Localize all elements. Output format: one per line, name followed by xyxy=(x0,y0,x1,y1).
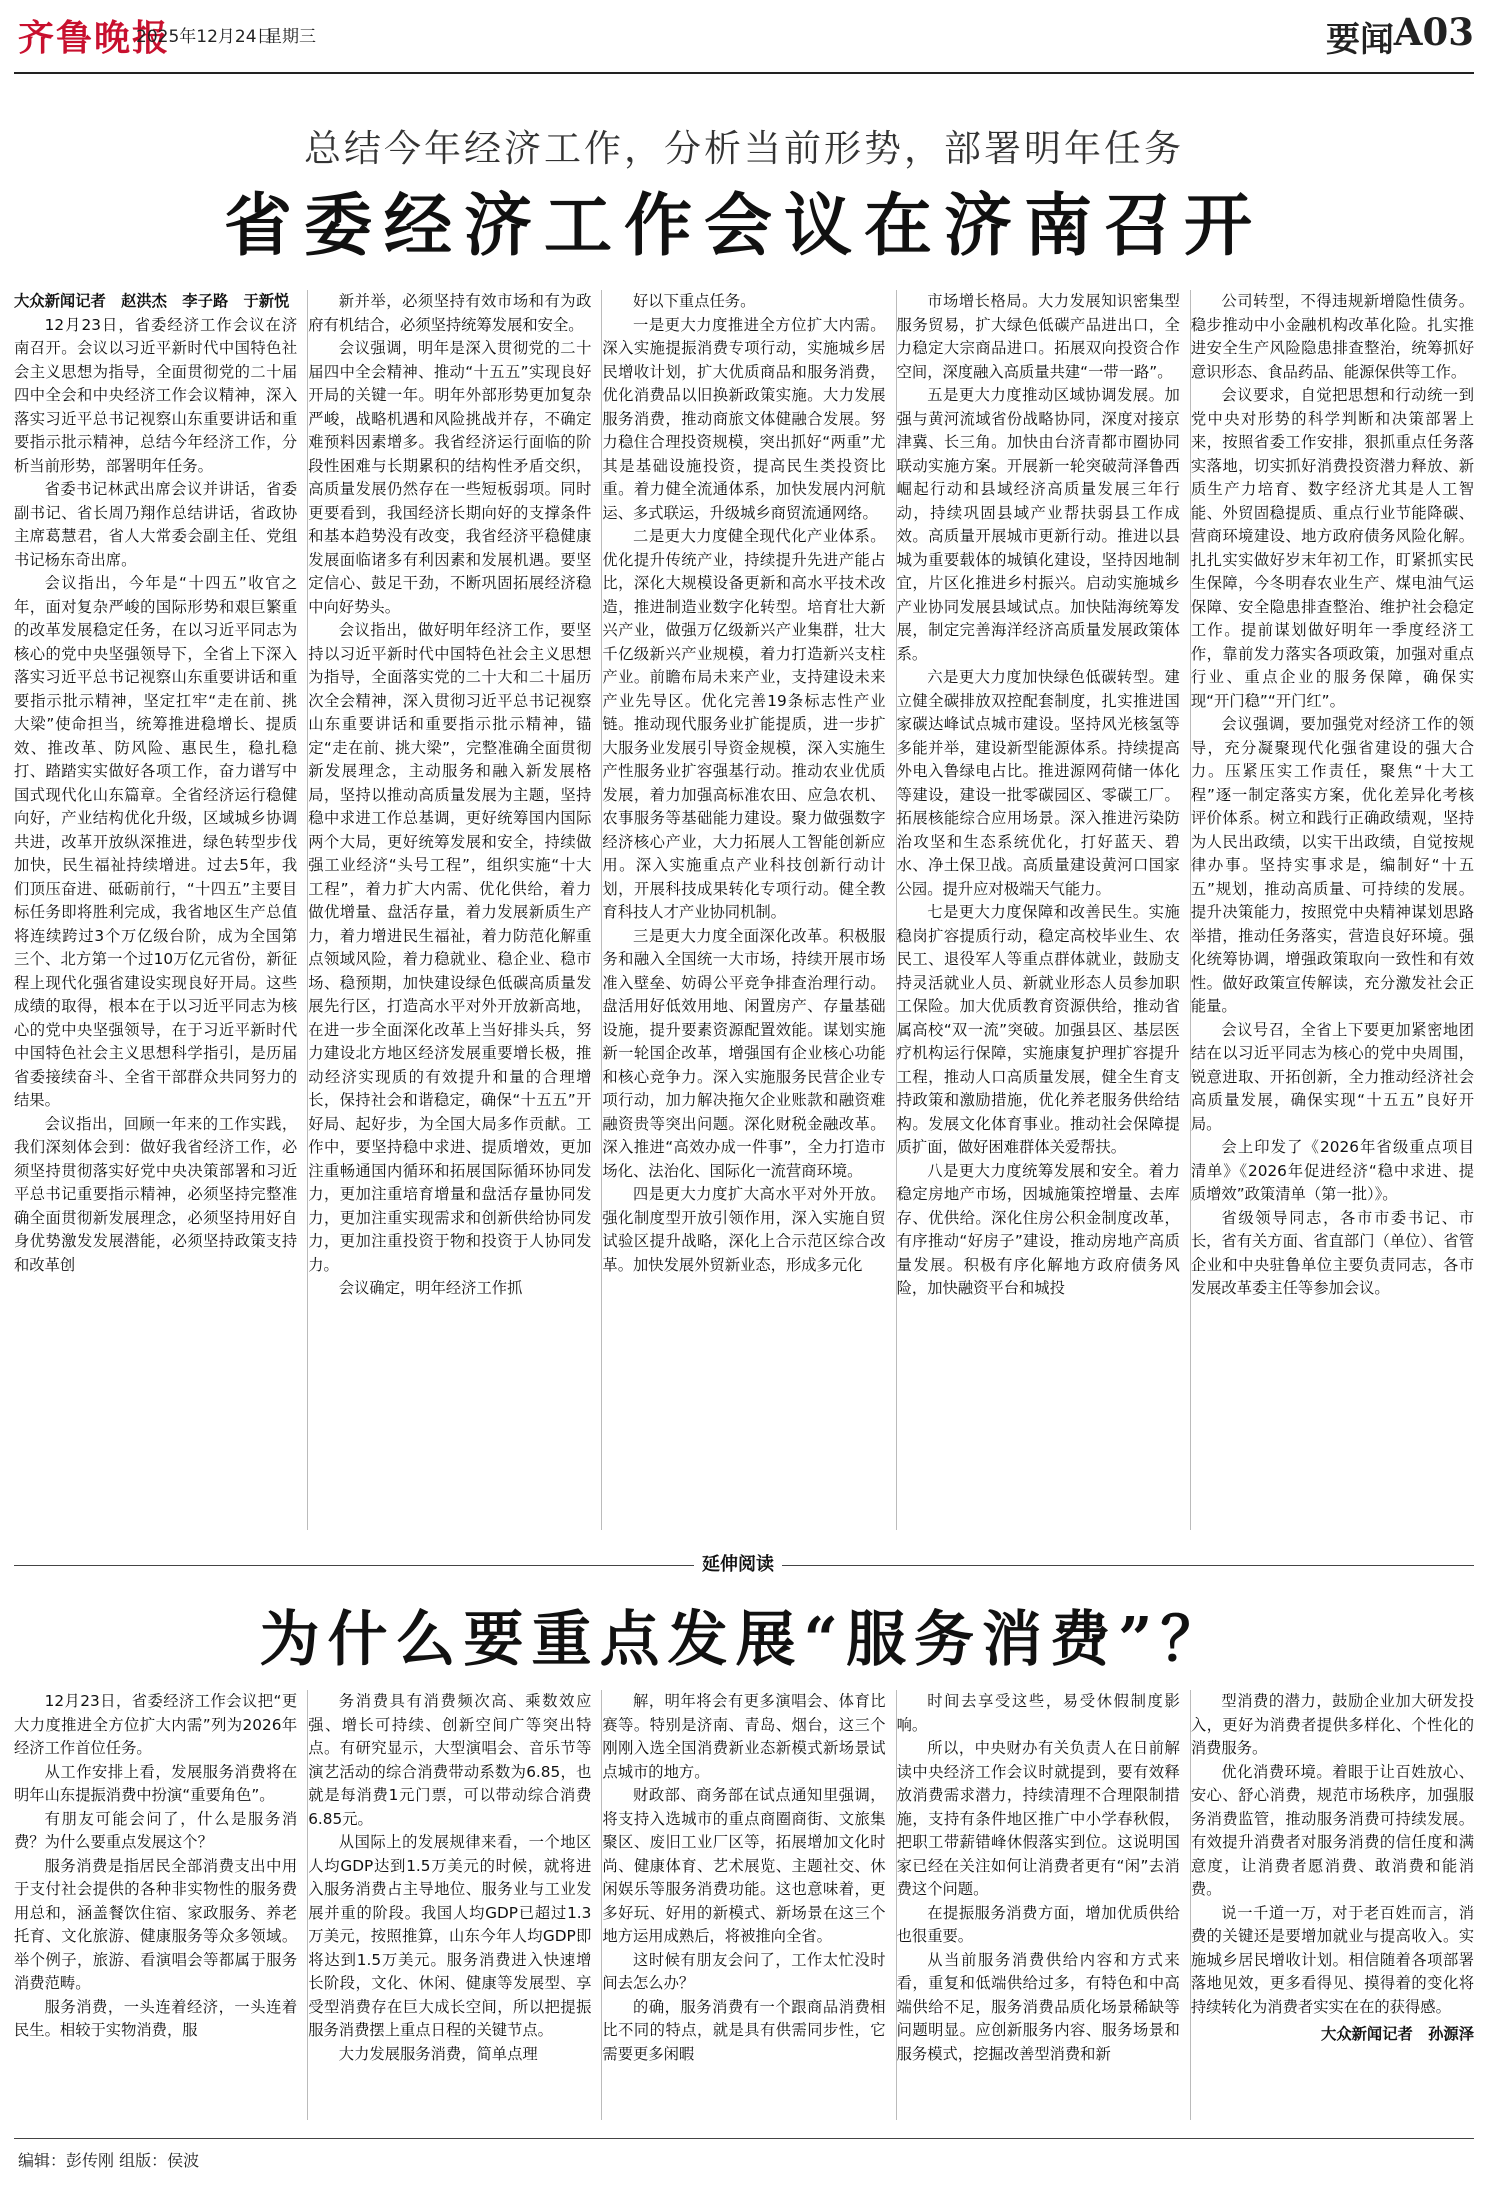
extended-reading-divider xyxy=(14,1555,1474,1575)
article1-paragraph: 公司转型，不得违规新增隐性债务。稳步推动中小金融机构改革化险。扎实推进安全生产风险隐患排查整治，统筹抓好意识形态、食品药品、能源保供等工作。 xyxy=(1190,292,1475,381)
article1-paragraph: 12月23日，省委经济工作会议在济南召开。会议以习近平新时代中国特色社会主义思想为指导，全面贯彻党的二十届四中全会和中央经济工作会议精神，深入落实习近平总书记视察山东重要讲话和重要指示批示精神，总结今年经济工作，分析当前形势，部署明年任务。 xyxy=(14,315,298,475)
article1-column xyxy=(896,290,1180,1530)
article1-paragraph: 一是更大力度推进全方位扩大内需。深入实施提振消费专项行动，实施城乡居民增收计划，扩大优质商品和服务消费，优化消费品以旧换新政策实施。大力发展服务消费，推动商旅文体健融合发展。努力稳住合理投资规模，突出抓好“两重”尤其是基础设施投资，提高民生类投资比重。着力健全流通体系，加快发展内河航运、多式联运，升级城乡商贸流通网络。 xyxy=(602,315,886,522)
article1-paragraph: 省委书记林武出席会议并讲话，省委副书记、省长周乃翔作总结讲话，省政协主席葛慧君，省人大常委会副主任、党组书记杨东奇出席。 xyxy=(14,480,298,569)
article1-paragraph: 市场增长格局。大力发展知识密集型服务贸易，扩大绿色低碳产品进出口，全力稳定大宗商品进口。拓展双向投资合作空间，深度融入高质量共建“一带一路”。 xyxy=(896,292,1180,381)
article1-paragraph: 六是更大力度加快绿色低碳转型。建立健全碳排放双控配套制度，扎实推进国家碳达峰试点城市建设。坚持风光核氢等多能并举，建设新型能源体系。持续提高外电入鲁绿电占比。推进源网荷储一体化等建设，建设一批零碳园区、零碳工厂。拓展核能综合应用场景。深入推进污染防治攻坚和生态系统优化，打好蓝天、碧水、净土保卫战。高质量建设黄河口国家公园。提升应对极端天气能力。 xyxy=(896,668,1180,898)
article2-paragraph: 型消费的潜力，鼓励企业加大研发投入，更好为消费者提供多样化、个性化的消费服务。 xyxy=(1190,1692,1475,1757)
article1-paragraph: 会议确定，明年经济工作抓 xyxy=(338,1279,523,1297)
article1-column xyxy=(601,290,885,1530)
article2-column xyxy=(601,1690,885,2120)
article2-paragraph: 这时候有朋友会问了，工作太忙没时间去怎么办？ xyxy=(602,1950,886,1992)
article2-column xyxy=(1190,1690,1474,2120)
article1-paragraph: 会议强调，要加强党对经济工作的领导，充分凝聚现代化强省建设的强大合力。压紧压实工作责任，聚焦“十大工程”逐一制定落实方案，优化差异化考核评价体系。树立和践行正确政绩观，坚持为人民出政绩，以实干出政绩，自觉按规律办事。坚持实事求是，编制好“十五五”规划，推动高质量、可持续的发展。提升决策能力，按照党中央精神谋划思路举措，推动任务落实，营造良好环境。强化统筹协调，增强政策取向一致性和有效性。做好政策宣传解读，充分激发社会正能量。 xyxy=(1190,715,1475,1015)
editor-credit: 编辑：彭传刚 xyxy=(18,2151,115,2170)
article2-paragraph: 从当前服务消费供给内容和方式来看，重复和低端供给过多，有特色和中高端供给不足，服务消费品质化场景稀缺等问题明显。应创新服务内容、服务场景和服务模式，挖掘改善型消费和新 xyxy=(896,1950,1180,2063)
masthead-logo: 齐鲁晚报 xyxy=(18,17,171,59)
article2-paragraph: 财政部、商务部在试点通知里强调，将支持入选城市的重点商圈商街、文旅集聚区、废旧工业厂区等，拓展增加文化时尚、健康体育、艺术展览、主题社交、休闲娱乐等服务消费功能。这也意味着，更多好玩、好用的新模式、新场景在这三个地方运用成熟后，将被推向全省。 xyxy=(602,1786,886,1945)
article1-paragraph: 会议指出，做好明年经济工作，要坚持以习近平新时代中国特色社会主义思想为指导，全面落实党的二十大和二十届历次全会精神，深入贯彻习近平总书记视察山东重要讲话和重要指示批示精神，锚定“走在前、挑大梁”，完整准确全面贯彻新发展理念，主动服务和融入新发展格局，坚持以推动高质量发展为主题，坚持稳中求进工作总基调，更好统筹国内国际两个大局，更好统筹发展和安全，持续做强工业经济“头号工程”，组织实施“十大工程”，着力扩大内需、优化供给，着力做优增量、盘活存量，着力发展新质生产力，着力增进民生福祉，着力防范化解重点领域风险，着力稳就业、稳企业、稳市场、稳预期，加快建设绿色低碳高质量发展先行区，打造高水平对外开放新高地，在进一步全面深化改革上当好排头兵，努力建设北方地区经济发展重要增长极，推动经济实现质的有效提升和量的合理增长，保持社会和谐稳定，确保“十五五”开好局、起好步，为全国大局多作贡献。工作中，要坚持稳中求进、提质增效，更加注重畅通国内循环和拓展国际循环协同发力，更加注重培育增量和盘活存量协同发力，更加注重实现需求和创新供给协同发力，更加注重投资于物和投资于人协同发力。 xyxy=(308,621,592,1274)
article2-paragraph: 12月23日，省委经济工作会议把“更大力度推进全方位扩大内需”列为2026年经济工作首位任务。 xyxy=(14,1692,298,1757)
article2-paragraph: 时间去享受这些，易受休假制度影响。 xyxy=(896,1692,1180,1734)
article1-paragraph: 会议指出，回顾一年来的工作实践，我们深刻体会到：做好我省经济工作，必须坚持贯彻落实好党中央决策部署和习近平总书记重要指示精神，必须坚持完整准确全面贯彻新发展理念，必须坚持用好自身优势激发发展潜能，必须坚持政策支持和改革创 xyxy=(14,1114,298,1274)
article1-column xyxy=(307,290,591,1530)
issue-date: 2025年12月24日 xyxy=(136,27,274,47)
article2-signoff: 大众新闻记者 孙源泽 xyxy=(1321,2025,1475,2043)
article1-paragraph: 四是更大力度扩大高水平对外开放。强化制度型开放引领作用，深入实施自贸试验区提升战略，深化上合示范区综合改革。加快发展外贸新业态，形成多元化 xyxy=(602,1185,886,1274)
article2-paragraph: 服务消费是指居民全部消费支出中用于支付社会提供的各种非实物性的服务费用总和，涵盖餐饮住宿、家政服务、养老托育、文化旅游、健康服务等众多领域。举个例子，旅游、看演唱会等都属于服务消费范畴。 xyxy=(14,1856,298,1992)
article2-paragraph: 优化消费环境。着眼于让百姓放心、安心、舒心消费，规范市场秩序，加强服务消费监管，推动服务消费可持续发展。有效提升消费者对服务消费的信任度和满意度，让消费者愿消费、敢消费和能消费。 xyxy=(1190,1762,1475,1898)
footer-rule xyxy=(14,2138,1474,2139)
article2-paragraph: 有朋友可能会问了，什么是服务消费？为什么要重点发展这个？ xyxy=(14,1809,298,1851)
article1-paragraph: 会议号召，全省上下要更加紧密地团结在以习近平同志为核心的党中央周围，锐意进取、开拓创新，全力推动经济社会高质量发展，确保实现“十五五”良好开局。 xyxy=(1190,1020,1475,1133)
article1-paragraph: 会议指出，今年是“十四五”收官之年，面对复杂严峻的国际形势和艰巨繁重的改革发展稳定任务，在以习近平同志为核心的党中央坚强领导下，全省上下深入落实习近平总书记视察山东重要讲话和重要指示批示精神，坚定扛牢“走在前、挑大梁”使命担当，统筹推进稳增长、提质效、推改革、防风险、惠民生，稳扎稳打、踏踏实实做好各项工作，奋力谱写中国式现代化山东篇章。全省经济运行稳健向好，产业结构优化升级，区域城乡协调共进，改革开放纵深推进，绿色转型步伐加快，民生福祉持续增进。过去5年，我们顶压奋进、砥砺前行，“十四五”主要目标任务即将胜利完成，我省地区生产总值将连续跨过3个万亿级台阶，成为全国第三个、北方第一个过10万亿元省份，新征程上现代化强省建设实现良好开局。这些成绩的取得，根本在于以习近平同志为核心的党中央坚强领导，在于习近平新时代中国特色社会主义思想科学指引，是历届省委接续奋斗、全省干部群众共同努力的结果。 xyxy=(14,574,298,1109)
article1-paragraph: 会议要求，自觉把思想和行动统一到党中央对形势的科学判断和决策部署上来，按照省委工作安排，狠抓重点任务落实落地，切实抓好消费投资潜力释放、新质生产力培育、数字经济尤其是人工智能、外贸固稳提质、重点行业节能降碳、营商环境建设、地方政府债务风险化解。扎扎实实做好岁末年初工作，盯紧抓实民生保障，今冬明春农业生产、煤电油气运保障、安全隐患排查整治、维护社会稳定工作。提前谋划做好明年一季度经济工作，靠前发力落实各项政策，加强对重点行业、重点企业的服务保障，确保实现“开门稳”“开门红”。 xyxy=(1190,386,1475,710)
article1-kicker: 总结今年经济工作，分析当前形势，部署明年任务 xyxy=(304,127,1184,170)
article2-paragraph: 在提振服务消费方面，增加优质供给也很重要。 xyxy=(896,1903,1180,1945)
layout-credit: 组版：侯波 xyxy=(119,2151,200,2170)
article1-body xyxy=(14,290,1474,1530)
article1-paragraph: 二是更大力度健全现代化产业体系。优化提升传统产业，持续提升先进产能占比，深化大规模设备更新和高水平技术改造，推进制造业数字化转型。培育壮大新兴产业，做强万亿级新兴产业集群，壮大千亿级新兴产业规模，着力打造新兴支柱产业。前瞻布局未来产业，支持建设未来产业先导区。优化完善19条标志性产业链。推动现代服务业扩能提质，进一步扩大服务业发展引导资金规模，深入实施生产性服务业扩容强基行动。推动农业优质发展，着力加强高标准农田、应急农机、农事服务等基础能力建设。聚力做强数字经济核心产业，大力拓展人工智能创新应用。深入实施重点产业科技创新行动计划，开展科技成果转化专项行动。健全教育科技人才产业协同机制。 xyxy=(602,527,886,921)
article2-paragraph: 说一千道一万，对于老百姓而言，消费的关键还是要增加就业与提高收入。实施城乡居民增收计划。相信随着各项部署落地见效，更多看得见、摸得着的变化将持续转化为消费者实实在在的获得感。 xyxy=(1190,1903,1475,2016)
article1-paragraph: 新并举，必须坚持有效市场和有为政府有机结合，必须坚持统筹发展和安全。 xyxy=(308,292,592,334)
section-name: 要闻 xyxy=(1326,20,1394,60)
article1-column xyxy=(14,290,297,1530)
article1-paragraph: 五是更大力度推动区域协调发展。加强与黄河流域省份战略协同，深度对接京津冀、长三角。加快由台济青都市圈协同联动实施方案。开展新一轮突破菏泽鲁西崛起行动和县域经济高质量发展三年行动，持续巩固县域产业帮扶弱县工作成效。高质量开展城市更新行动。推进以县城为重要载体的城镇化建设，坚持因地制宜，片区化推进乡村振兴。启动实施城乡产业协同发展县域试点。加快陆海统筹发展，制定完善海洋经济高质量发展政策体系。 xyxy=(896,386,1180,663)
article2-paragraph: 从国际上的发展规律来看，一个地区人均GDP达到1.5万美元的时候，就将进入服务消费占主导地位、服务业与工业发展并重的阶段。我国人均GDP已超过1.3万美元，按照推算，山东今年人均GDP即将达到1.5万美元。服务消费进入快速增长阶段，文化、休闲、健康等发展型、享受型消费存在巨大成长空间，所以把提振服务消费摆上重点日程的关键节点。 xyxy=(308,1833,592,2039)
article2-body xyxy=(14,1690,1474,2120)
article2-paragraph: 的确，服务消费有一个跟商品消费相比不同的特点，就是具有供需同步性，它需要更多闲暇 xyxy=(602,1997,886,2063)
article1-paragraph: 省级领导同志，各市市委书记、市长，省有关方面、省直部门（单位）、省管企业和中央驻鲁单位主要负责同志，各市发展改革委主任等参加会议。 xyxy=(1190,1208,1475,1297)
header-rule xyxy=(14,72,1474,74)
article2-headline: 为什么要重点发展“服务消费”？ xyxy=(259,1605,1229,1675)
extended-reading-label: 延伸阅读 xyxy=(694,1555,782,1575)
article1-headline: 省委经济工作会议在济南召开 xyxy=(223,186,1264,266)
page-number: A03 xyxy=(1393,10,1474,54)
page-footer xyxy=(18,2148,199,2171)
article2-paragraph: 务消费具有消费频次高、乘数效应强、增长可持续、创新空间广等突出特点。有研究显示，大型演唱会、音乐节等演艺活动的综合消费带动系数为6.85，也就是每消费1元门票，可以带动综合消费6.85元。 xyxy=(308,1692,592,1828)
article1-paragraph: 三是更大力度全面深化改革。积极服务和融入全国统一大市场，持续开展市场准入壁垒、妨碍公平竞争排查治理行动。盘活用好低效用地、闲置房产、存量基础设施，提升要素资源配置效能。谋划实施新一轮国企改革，增强国有企业核心功能和核心竞争力。深入实施服务民营企业专项行动，加力解决拖欠企业账款和融资难融资贵等突出问题。深化财税金融改革。深入推进“高效办成一件事”，全力打造市场化、法治化、国际化一流营商环境。 xyxy=(602,926,886,1180)
article2-paragraph: 所以，中央财办有关负责人在日前解读中央经济工作会议时就提到，要有效释放消费需求潜力，持续清理不合理限制措施，支持有条件地区推广中小学春秋假，把职工带薪错峰休假落实到位。这说明国家已经在关注如何让消费者更有“闲”去消费这个问题。 xyxy=(896,1739,1180,1898)
page-header xyxy=(0,0,1488,84)
article1-paragraph: 好以下重点任务。 xyxy=(633,292,756,310)
article2-paragraph: 从工作安排上看，发展服务消费将在明年山东提振消费中扮演“重要角色”。 xyxy=(14,1762,298,1804)
article1-byline: 大众新闻记者 赵洪杰 李子路 于新悦 xyxy=(14,292,290,310)
article1-paragraph: 会议强调，明年是深入贯彻党的二十届四中全会精神、推动“十五五”实现良好开局的关键一年。明年外部形势更加复杂严峻，战略机遇和风险挑战并存，不确定难预料因素增多。我省经济运行面临的阶段性困难与长期累积的结构性矛盾交织，高质量发展仍然存在一些短板弱项。同时更要看到，我国经济长期向好的支撑条件和基本趋势没有改变，我省经济平稳健康发展面临诸多有利因素和发展机遇。要坚定信心、鼓足干劲，不断巩固拓展经济稳中向好势头。 xyxy=(308,339,592,616)
article1-paragraph: 会上印发了《2026年省级重点项目清单》《2026年促进经济“稳中求进、提质增效”政策清单（第一批）》。 xyxy=(1190,1138,1475,1203)
article1-paragraph: 七是更大力度保障和改善民生。实施稳岗扩容提质行动，稳定高校毕业生、农民工、退役军人等重点群体就业，鼓励支持灵活就业人员、新就业形态人员参加职工保险。加大优质教育资源供给，推动省属高校“双一流”突破。加强县区、基层医疗机构运行保障，实施康复护理扩容提升工程，推动人口高质量发展，健全生育支持政策和激励措施，优化养老服务供给结构。发展文化体育事业。推动社会保障提质扩面，做好困难群体关爱帮扶。 xyxy=(896,903,1180,1156)
article2-column xyxy=(14,1690,297,2120)
article2-column xyxy=(307,1690,591,2120)
article1-paragraph: 八是更大力度统筹发展和安全。着力稳定房地产市场，因城施策控增量、去库存、优供给。深化住房公积金制度改革，有序推动“好房子”建设，推动房地产高质量发展。积极有序化解地方政府债务风险，加快融资平台和城投 xyxy=(896,1161,1180,1297)
article2-paragraph: 服务消费，一头连着经济，一头连着民生。相较于实物消费，服 xyxy=(14,1997,298,2039)
article2-column xyxy=(896,1690,1180,2120)
article2-paragraph: 大力发展服务消费，简单点理 xyxy=(338,2044,538,2063)
article1-column xyxy=(1190,290,1474,1530)
issue-weekday: 星期三 xyxy=(265,27,316,47)
article2-paragraph: 解，明年将会有更多演唱会、体育比赛等。特别是济南、青岛、烟台，这三个刚刚入选全国消费新业态新模式新场景试点城市的地方。 xyxy=(602,1692,886,1781)
